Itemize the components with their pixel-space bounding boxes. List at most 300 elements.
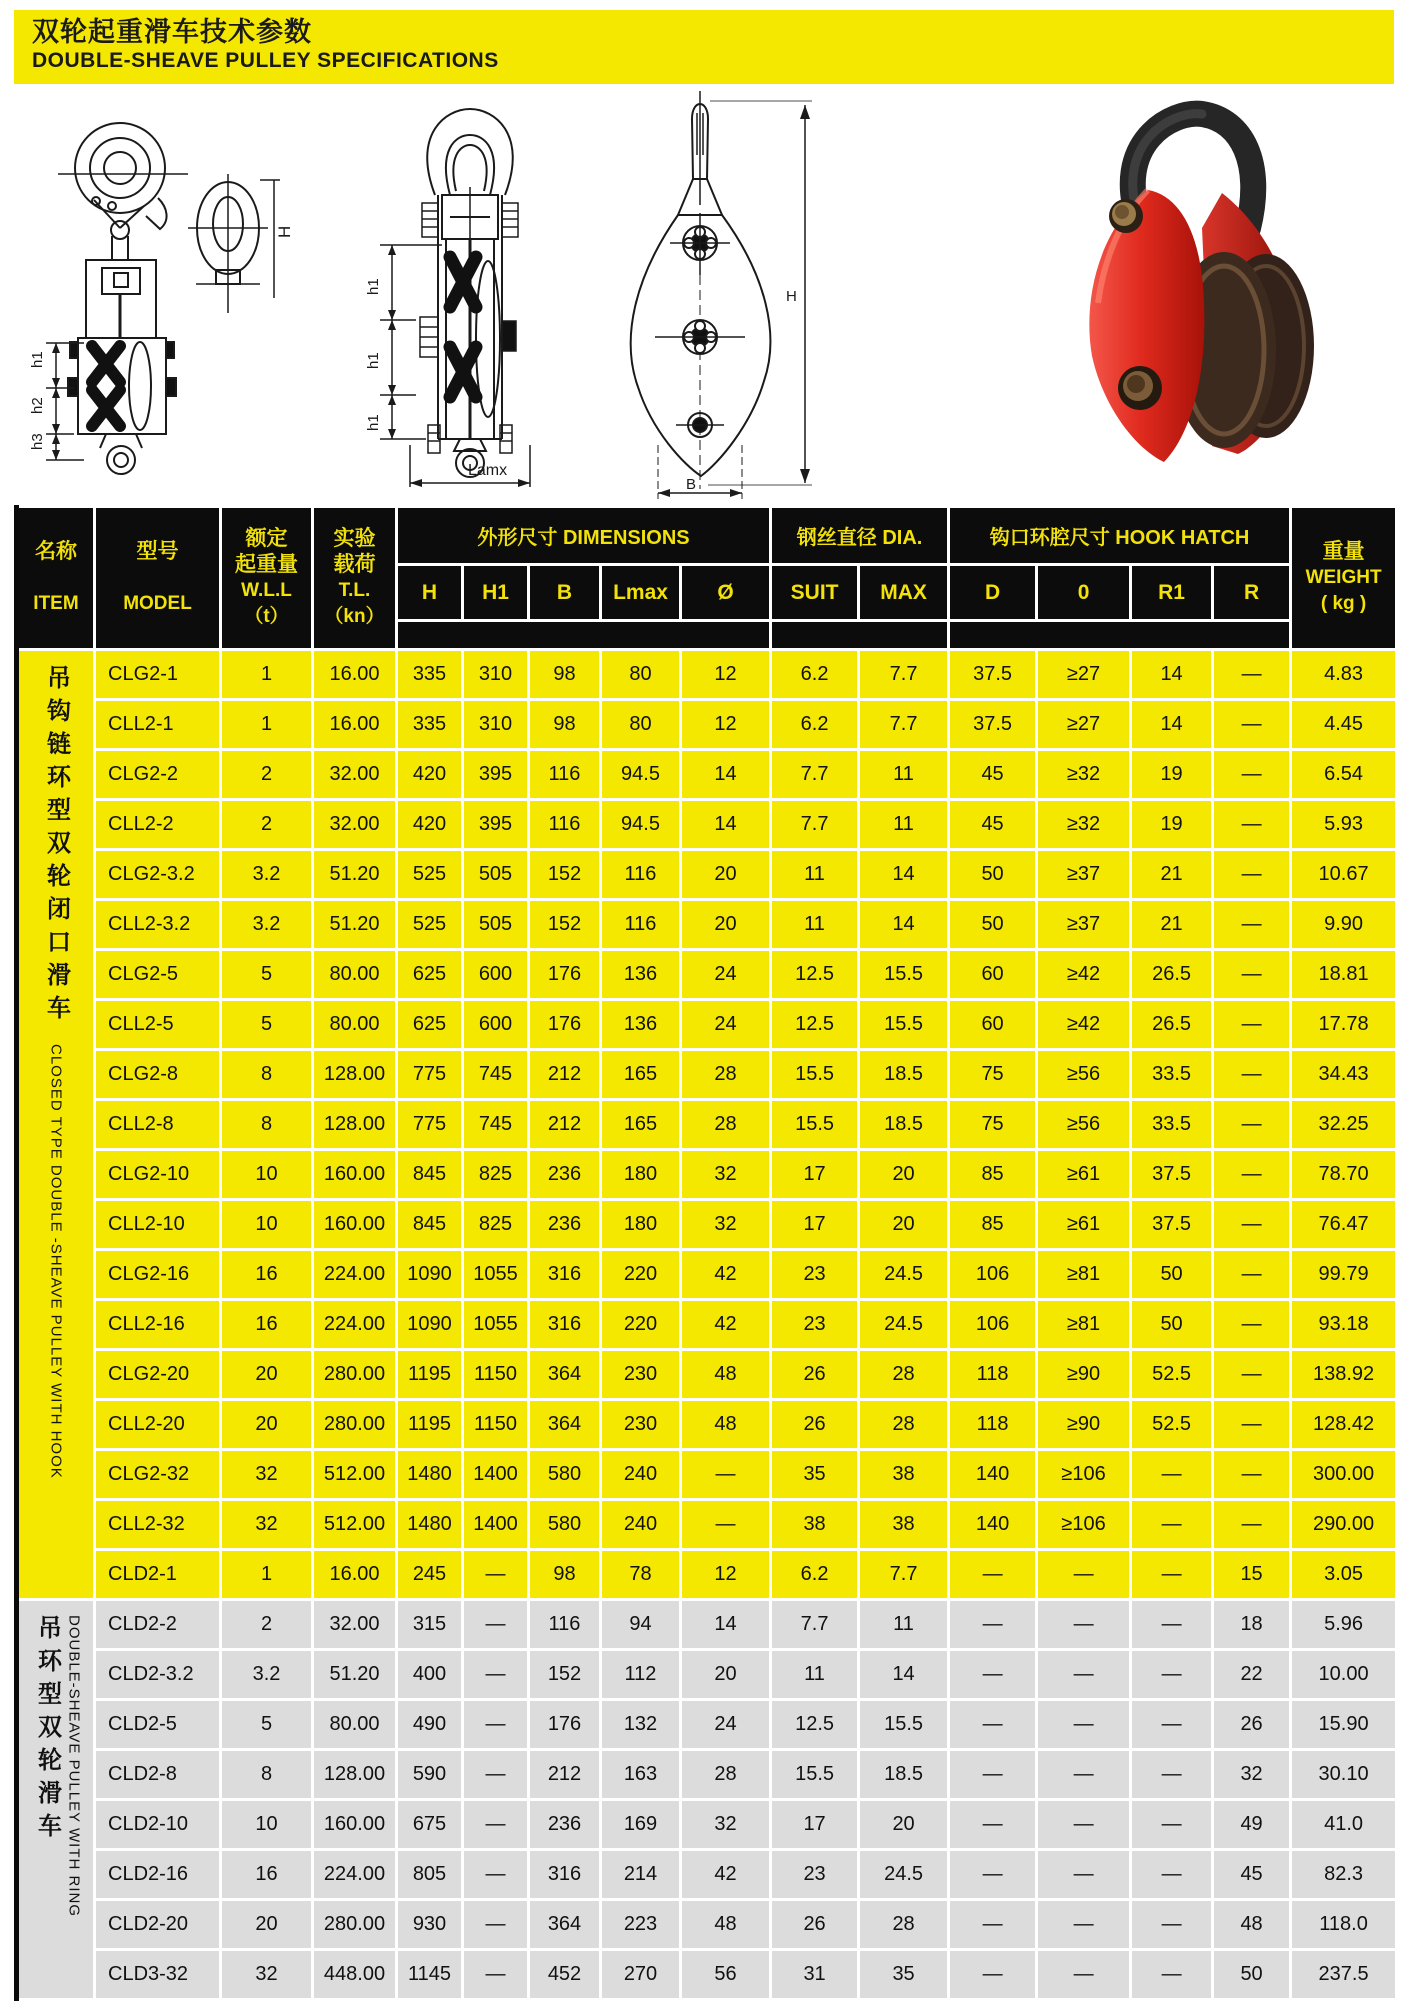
table-row xyxy=(17,1650,1397,1700)
value-cell: 1480 xyxy=(397,1450,463,1500)
value-cell: 15 xyxy=(1213,1550,1291,1600)
value-cell: 240 xyxy=(601,1450,681,1500)
model-cell: CLL2-10 xyxy=(95,1200,221,1250)
value-cell: 32 xyxy=(221,1500,313,1550)
value-cell: 24 xyxy=(681,1700,771,1750)
value-cell: 28 xyxy=(859,1900,949,1950)
value-cell: 1145 xyxy=(397,1950,463,2000)
value-cell: 75 xyxy=(949,1050,1037,1100)
value-cell: 12.5 xyxy=(771,950,859,1000)
value-cell: 118.0 xyxy=(1291,1900,1397,1950)
value-cell: 19 xyxy=(1131,800,1213,850)
value-cell: 42 xyxy=(681,1300,771,1350)
header-col-d: D xyxy=(949,565,1037,621)
value-cell: 26.5 xyxy=(1131,1000,1213,1050)
dim-label-H-topview: H xyxy=(275,225,294,238)
value-cell: 52.5 xyxy=(1131,1400,1213,1450)
value-cell: 16.00 xyxy=(313,650,397,700)
value-cell: 20 xyxy=(859,1200,949,1250)
value-cell: 1400 xyxy=(463,1450,529,1500)
value-cell: 32.25 xyxy=(1291,1100,1397,1150)
value-cell: 163 xyxy=(601,1750,681,1800)
model-cell: CLD2-16 xyxy=(95,1850,221,1900)
value-cell: 7.7 xyxy=(771,1600,859,1650)
value-cell: 42 xyxy=(681,1250,771,1300)
header-col-max: MAX xyxy=(859,565,949,621)
product-photo xyxy=(1052,88,1344,480)
value-cell: 335 xyxy=(397,650,463,700)
value-cell: 15.5 xyxy=(859,1700,949,1750)
value-cell: 10 xyxy=(221,1800,313,1850)
value-cell: — xyxy=(463,1700,529,1750)
value-cell: — xyxy=(1213,1000,1291,1050)
value-cell: 580 xyxy=(529,1450,601,1500)
value-cell: 94.5 xyxy=(601,750,681,800)
value-cell: 237.5 xyxy=(1291,1950,1397,2000)
model-cell: CLL2-16 xyxy=(95,1300,221,1350)
value-cell: 17.78 xyxy=(1291,1000,1397,1050)
dim-label-H: H xyxy=(786,288,797,305)
value-cell: — xyxy=(681,1450,771,1500)
model-cell: CLG2-2 xyxy=(95,750,221,800)
value-cell: 19 xyxy=(1131,750,1213,800)
value-cell: 45 xyxy=(949,800,1037,850)
value-cell: 28 xyxy=(859,1350,949,1400)
value-cell: 26 xyxy=(1213,1700,1291,1750)
value-cell: — xyxy=(1213,850,1291,900)
value-cell: 825 xyxy=(463,1200,529,1250)
value-cell: — xyxy=(949,1700,1037,1750)
value-cell: — xyxy=(1213,800,1291,850)
value-cell: 505 xyxy=(463,900,529,950)
value-cell: 316 xyxy=(529,1250,601,1300)
value-cell: — xyxy=(949,1900,1037,1950)
value-cell: 48 xyxy=(681,1900,771,1950)
value-cell: — xyxy=(949,1550,1037,1600)
value-cell: 525 xyxy=(397,900,463,950)
value-cell: 98 xyxy=(529,650,601,700)
model-cell: CLG2-1 xyxy=(95,650,221,700)
value-cell: 21 xyxy=(1131,900,1213,950)
value-cell: — xyxy=(463,1900,529,1950)
table-row xyxy=(17,1600,1397,1650)
value-cell: — xyxy=(463,1650,529,1700)
value-cell: 52.5 xyxy=(1131,1350,1213,1400)
value-cell: 116 xyxy=(529,750,601,800)
table-row xyxy=(17,1100,1397,1150)
value-cell: — xyxy=(1213,1200,1291,1250)
value-cell: 41.0 xyxy=(1291,1800,1397,1850)
value-cell: 38 xyxy=(859,1450,949,1500)
value-cell: 32 xyxy=(221,1450,313,1500)
value-cell: 16 xyxy=(221,1250,313,1300)
value-cell: 675 xyxy=(397,1800,463,1850)
value-cell: 23 xyxy=(771,1850,859,1900)
value-cell: 525 xyxy=(397,850,463,900)
value-cell: 625 xyxy=(397,950,463,1000)
table-body xyxy=(17,650,1397,2000)
value-cell: ≥27 xyxy=(1037,700,1131,750)
value-cell: 26 xyxy=(771,1350,859,1400)
value-cell: 1055 xyxy=(463,1250,529,1300)
value-cell: — xyxy=(1213,1050,1291,1100)
value-cell: 32.00 xyxy=(313,750,397,800)
value-cell: 224.00 xyxy=(313,1250,397,1300)
value-cell: — xyxy=(1213,1250,1291,1300)
value-cell: 4.45 xyxy=(1291,700,1397,750)
value-cell: 118 xyxy=(949,1350,1037,1400)
model-cell: CLL2-5 xyxy=(95,1000,221,1050)
value-cell: 32 xyxy=(1213,1750,1291,1800)
value-cell: ≥37 xyxy=(1037,850,1131,900)
value-cell: — xyxy=(1037,1850,1131,1900)
value-cell: 136 xyxy=(601,950,681,1000)
value-cell: 3.05 xyxy=(1291,1550,1397,1600)
value-cell: 448.00 xyxy=(313,1950,397,2000)
value-cell: 24 xyxy=(681,1000,771,1050)
value-cell: 580 xyxy=(529,1500,601,1550)
value-cell: 10 xyxy=(221,1150,313,1200)
value-cell: — xyxy=(1037,1800,1131,1850)
value-cell: 600 xyxy=(463,1000,529,1050)
value-cell: 22 xyxy=(1213,1650,1291,1700)
model-cell: CLG2-16 xyxy=(95,1250,221,1300)
value-cell: — xyxy=(681,1500,771,1550)
value-cell: 7.7 xyxy=(859,700,949,750)
model-cell: CLD2-20 xyxy=(95,1900,221,1950)
value-cell: 50 xyxy=(1131,1250,1213,1300)
value-cell: 3.2 xyxy=(221,1650,313,1700)
value-cell: 8 xyxy=(221,1750,313,1800)
value-cell: 236 xyxy=(529,1800,601,1850)
value-cell: — xyxy=(1131,1700,1213,1750)
value-cell: — xyxy=(1131,1950,1213,2000)
table-header xyxy=(17,507,1397,650)
value-cell: 35 xyxy=(859,1950,949,2000)
value-cell: ≥42 xyxy=(1037,950,1131,1000)
value-cell: 28 xyxy=(681,1050,771,1100)
value-cell: 116 xyxy=(529,1600,601,1650)
value-cell: 5 xyxy=(221,1000,313,1050)
value-cell: 2 xyxy=(221,800,313,850)
value-cell: — xyxy=(1213,1500,1291,1550)
value-cell: 14 xyxy=(681,1600,771,1650)
value-cell: — xyxy=(1037,1600,1131,1650)
value-cell: — xyxy=(463,1800,529,1850)
value-cell: — xyxy=(463,1850,529,1900)
value-cell: 1 xyxy=(221,700,313,750)
value-cell: 212 xyxy=(529,1750,601,1800)
value-cell: 230 xyxy=(601,1400,681,1450)
value-cell: 625 xyxy=(397,1000,463,1050)
value-cell: 17 xyxy=(771,1200,859,1250)
value-cell: 94 xyxy=(601,1600,681,1650)
value-cell: — xyxy=(949,1800,1037,1850)
header-wll: 额定 起重量 W.L.L （t） xyxy=(221,507,313,650)
value-cell: 240 xyxy=(601,1500,681,1550)
value-cell: 128.00 xyxy=(313,1100,397,1150)
value-cell: ≥56 xyxy=(1037,1100,1131,1150)
value-cell: 805 xyxy=(397,1850,463,1900)
dim-label-h1: h1 xyxy=(29,351,46,368)
model-cell: CLD2-10 xyxy=(95,1800,221,1850)
value-cell: 76.47 xyxy=(1291,1200,1397,1250)
value-cell: 14 xyxy=(1131,650,1213,700)
value-cell: 160.00 xyxy=(313,1200,397,1250)
model-cell: CLG2-8 xyxy=(95,1050,221,1100)
value-cell: 18.5 xyxy=(859,1750,949,1800)
dim-label-lamx: Lamx xyxy=(468,462,508,479)
value-cell: — xyxy=(463,1750,529,1800)
value-cell: 20 xyxy=(221,1400,313,1450)
value-cell: 310 xyxy=(463,700,529,750)
value-cell: 152 xyxy=(529,850,601,900)
value-cell: 11 xyxy=(771,900,859,950)
model-cell: CLG2-3.2 xyxy=(95,850,221,900)
value-cell: 18.81 xyxy=(1291,950,1397,1000)
value-cell: 280.00 xyxy=(313,1400,397,1450)
value-cell: 15.5 xyxy=(771,1750,859,1800)
value-cell: — xyxy=(1131,1550,1213,1600)
model-cell: CLG2-32 xyxy=(95,1450,221,1500)
group-label-en: DOUBLE-SHEAVE PULLEY WITH RING xyxy=(65,1615,83,1918)
value-cell: 15.5 xyxy=(859,950,949,1000)
value-cell: — xyxy=(949,1600,1037,1650)
value-cell: ≥106 xyxy=(1037,1500,1131,1550)
value-cell: — xyxy=(949,1950,1037,2000)
table-row xyxy=(17,1250,1397,1300)
value-cell: 24.5 xyxy=(859,1250,949,1300)
header-group-hook-hatch: 钩口环腔尺寸 HOOK HATCH xyxy=(949,507,1291,565)
value-cell: 845 xyxy=(397,1150,463,1200)
value-cell: 38 xyxy=(859,1500,949,1550)
value-cell: — xyxy=(1213,950,1291,1000)
value-cell: 106 xyxy=(949,1300,1037,1350)
table-row xyxy=(17,1950,1397,2000)
dim-label-h1-b: h1 xyxy=(365,352,382,369)
value-cell: 32.00 xyxy=(313,1600,397,1650)
group-label-zh: 吊钩链环型双轮闭口滑车 xyxy=(42,665,70,1028)
value-cell: 38 xyxy=(771,1500,859,1550)
value-cell: 1150 xyxy=(463,1400,529,1450)
table-row xyxy=(17,900,1397,950)
value-cell: 32 xyxy=(221,1950,313,2000)
model-cell: CLD2-5 xyxy=(95,1700,221,1750)
value-cell: 33.5 xyxy=(1131,1050,1213,1100)
value-cell: 12 xyxy=(681,700,771,750)
model-cell: CLL2-32 xyxy=(95,1500,221,1550)
value-cell: 128.42 xyxy=(1291,1400,1397,1450)
value-cell: ≥61 xyxy=(1037,1150,1131,1200)
side-profile-drawing xyxy=(580,85,830,503)
value-cell: 14 xyxy=(859,1650,949,1700)
table-row xyxy=(17,1400,1397,1450)
model-cell: CLL2-8 xyxy=(95,1100,221,1150)
value-cell: — xyxy=(1037,1750,1131,1800)
value-cell: 12 xyxy=(681,650,771,700)
value-cell: 214 xyxy=(601,1850,681,1900)
value-cell: 10.00 xyxy=(1291,1650,1397,1700)
value-cell: 245 xyxy=(397,1550,463,1600)
value-cell: 280.00 xyxy=(313,1900,397,1950)
value-cell: 32.00 xyxy=(313,800,397,850)
value-cell: 128.00 xyxy=(313,1750,397,1800)
model-cell: CLD2-8 xyxy=(95,1750,221,1800)
value-cell: — xyxy=(1131,1650,1213,1700)
value-cell: 7.7 xyxy=(771,800,859,850)
value-cell: ≥90 xyxy=(1037,1400,1131,1450)
group-label-en: CLOSED TYPE DOUBLE -SHEAVE PULLEY WITH HOOK xyxy=(47,1044,65,1479)
table-row xyxy=(17,1200,1397,1250)
table-row xyxy=(17,1050,1397,1100)
value-cell: 290.00 xyxy=(1291,1500,1397,1550)
value-cell: 14 xyxy=(859,850,949,900)
value-cell: 236 xyxy=(529,1150,601,1200)
value-cell: 1090 xyxy=(397,1250,463,1300)
value-cell: 42 xyxy=(681,1850,771,1900)
value-cell: 8 xyxy=(221,1050,313,1100)
value-cell: — xyxy=(1037,1550,1131,1600)
value-cell: 1090 xyxy=(397,1300,463,1350)
value-cell: 94.5 xyxy=(601,800,681,850)
table-row xyxy=(17,850,1397,900)
header-spacer-dia xyxy=(771,621,949,650)
value-cell: — xyxy=(949,1850,1037,1900)
value-cell: 11 xyxy=(771,850,859,900)
dim-label-h1-a: h1 xyxy=(365,278,382,295)
table-row xyxy=(17,950,1397,1000)
value-cell: — xyxy=(1131,1600,1213,1650)
dim-label-B: B xyxy=(686,476,697,493)
value-cell: 132 xyxy=(601,1700,681,1750)
value-cell: 51.20 xyxy=(313,850,397,900)
value-cell: 50 xyxy=(1131,1300,1213,1350)
header-group-dia: 钢丝直径 DIA. xyxy=(771,507,949,565)
value-cell: 85 xyxy=(949,1150,1037,1200)
value-cell: — xyxy=(1213,650,1291,700)
value-cell: 400 xyxy=(397,1650,463,1700)
value-cell: 212 xyxy=(529,1050,601,1100)
header-col-suit: SUIT xyxy=(771,565,859,621)
value-cell: 930 xyxy=(397,1900,463,1950)
value-cell: 224.00 xyxy=(313,1300,397,1350)
value-cell: 3.2 xyxy=(221,900,313,950)
value-cell: 512.00 xyxy=(313,1500,397,1550)
value-cell: 11 xyxy=(859,1600,949,1650)
value-cell: — xyxy=(1213,750,1291,800)
value-cell: 48 xyxy=(681,1350,771,1400)
value-cell: 395 xyxy=(463,800,529,850)
value-cell: 37.5 xyxy=(949,650,1037,700)
value-cell: 99.79 xyxy=(1291,1250,1397,1300)
value-cell: 60 xyxy=(949,950,1037,1000)
value-cell: 176 xyxy=(529,950,601,1000)
value-cell: 15.5 xyxy=(771,1100,859,1150)
value-cell: 7.7 xyxy=(771,750,859,800)
value-cell: 35 xyxy=(771,1450,859,1500)
value-cell: 775 xyxy=(397,1100,463,1150)
value-cell: 28 xyxy=(681,1100,771,1150)
group-label-ring xyxy=(17,1600,95,2000)
table-row xyxy=(17,1350,1397,1400)
value-cell: 176 xyxy=(529,1700,601,1750)
value-cell: 152 xyxy=(529,1650,601,1700)
value-cell: 7.7 xyxy=(859,1550,949,1600)
value-cell: 50 xyxy=(1213,1950,1291,2000)
value-cell: 51.20 xyxy=(313,1650,397,1700)
value-cell: 14 xyxy=(681,750,771,800)
value-cell: — xyxy=(1131,1450,1213,1500)
spec-table xyxy=(14,505,1398,2001)
value-cell: 20 xyxy=(681,900,771,950)
value-cell: 1 xyxy=(221,650,313,700)
value-cell: 85 xyxy=(949,1200,1037,1250)
value-cell: 20 xyxy=(681,850,771,900)
value-cell: 49 xyxy=(1213,1800,1291,1850)
value-cell: 590 xyxy=(397,1750,463,1800)
header-col-h: H xyxy=(397,565,463,621)
value-cell: 93.18 xyxy=(1291,1300,1397,1350)
header-col-phi: Ø xyxy=(681,565,771,621)
table-row xyxy=(17,1550,1397,1600)
header-spacer-hook xyxy=(949,621,1291,650)
value-cell: ≥56 xyxy=(1037,1050,1131,1100)
hook-pulley-drawing xyxy=(28,88,298,500)
value-cell: 5.96 xyxy=(1291,1600,1397,1650)
value-cell: 18.5 xyxy=(859,1100,949,1150)
value-cell: — xyxy=(1037,1650,1131,1700)
value-cell: 32 xyxy=(681,1150,771,1200)
table-row xyxy=(17,750,1397,800)
value-cell: ≥90 xyxy=(1037,1350,1131,1400)
dim-label-h1-c: h1 xyxy=(365,414,382,431)
value-cell: 106 xyxy=(949,1250,1037,1300)
value-cell: 23 xyxy=(771,1300,859,1350)
value-cell: 32 xyxy=(681,1800,771,1850)
value-cell: 364 xyxy=(529,1400,601,1450)
value-cell: 24.5 xyxy=(859,1850,949,1900)
value-cell: 512.00 xyxy=(313,1450,397,1500)
value-cell: — xyxy=(1213,1400,1291,1450)
value-cell: ≥27 xyxy=(1037,650,1131,700)
value-cell: 6.2 xyxy=(771,650,859,700)
value-cell: 223 xyxy=(601,1900,681,1950)
value-cell: 33.5 xyxy=(1131,1100,1213,1150)
value-cell: 98 xyxy=(529,700,601,750)
value-cell: 220 xyxy=(601,1300,681,1350)
value-cell: — xyxy=(1213,1300,1291,1350)
value-cell: 1480 xyxy=(397,1500,463,1550)
header-col-h1: H1 xyxy=(463,565,529,621)
value-cell: — xyxy=(1213,1150,1291,1200)
value-cell: — xyxy=(1213,900,1291,950)
value-cell: 176 xyxy=(529,1000,601,1050)
value-cell: 300.00 xyxy=(1291,1450,1397,1500)
value-cell: 2 xyxy=(221,1600,313,1650)
value-cell: 78 xyxy=(601,1550,681,1600)
table-row xyxy=(17,1900,1397,1950)
value-cell: 236 xyxy=(529,1200,601,1250)
value-cell: 45 xyxy=(1213,1850,1291,1900)
value-cell: 20 xyxy=(221,1350,313,1400)
value-cell: 180 xyxy=(601,1150,681,1200)
value-cell: ≥42 xyxy=(1037,1000,1131,1050)
value-cell: 37.5 xyxy=(1131,1150,1213,1200)
value-cell: 116 xyxy=(601,850,681,900)
value-cell: 5.93 xyxy=(1291,800,1397,850)
dim-label-h2: h2 xyxy=(29,397,46,414)
value-cell: 20 xyxy=(221,1900,313,1950)
